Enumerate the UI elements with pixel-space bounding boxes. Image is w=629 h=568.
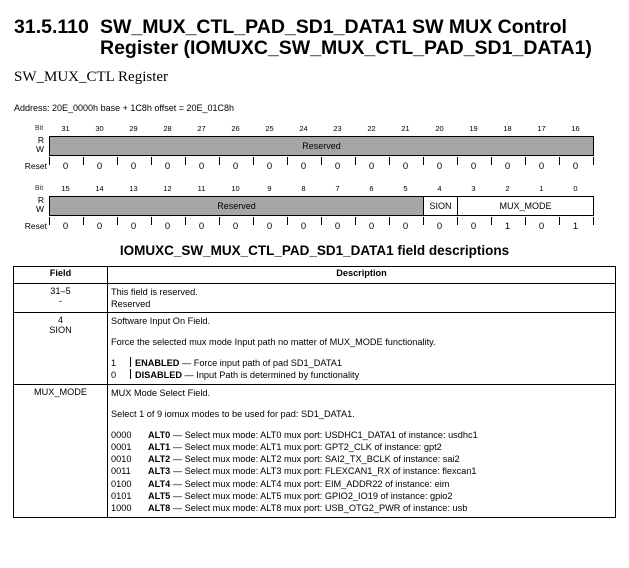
reset-value: 0 [164, 161, 171, 172]
section-title-text: SW_MUX_CTL_PAD_SD1_DATA1 SW MUX Control [100, 16, 567, 38]
bit-number: 31 [61, 124, 70, 133]
bit-divider-tick [83, 157, 84, 165]
bit-divider-tick [49, 217, 50, 225]
bit-divider-tick [117, 217, 118, 225]
bit-divider-tick [117, 157, 118, 165]
reset-value: 0 [62, 161, 69, 172]
bit-divider-tick [321, 217, 322, 225]
reset-value: 0 [266, 161, 273, 172]
reset-value: 0 [402, 161, 409, 172]
reset-value: 0 [62, 221, 69, 232]
field-name: MUX_MODE [33, 386, 88, 397]
description-cell [108, 284, 616, 313]
enum-name: ENABLED [135, 358, 180, 368]
description-text: Software Input On Field. [111, 316, 211, 326]
bit-divider-tick [423, 217, 424, 225]
bit-number: 7 [335, 184, 340, 193]
reset-value: 1 [504, 221, 511, 232]
bit-divider-tick [49, 157, 50, 165]
register-subheading: SW_MUX_CTL Register [14, 69, 169, 85]
bit-number: 3 [471, 184, 476, 193]
reset-value: 0 [300, 221, 307, 232]
enum-value [111, 478, 612, 490]
field-cell [14, 384, 108, 517]
reset-label: Reset [24, 221, 47, 231]
bit-label: Bit [35, 125, 44, 132]
bit-divider-tick [525, 157, 526, 165]
read-label: R [37, 195, 44, 205]
reset-value: 0 [538, 221, 545, 232]
enum-value [111, 502, 612, 514]
field-cell [14, 284, 108, 313]
bit-divider-tick [593, 217, 594, 225]
bit-divider-tick [423, 157, 424, 165]
enum-name: DISABLED [135, 370, 182, 381]
description-text: This field is reserved. [111, 287, 198, 297]
bit-number: 19 [469, 124, 478, 133]
reserved-field-lower: Reserved [49, 196, 424, 216]
bit-divider-tick [185, 217, 186, 225]
bit-number: 6 [369, 184, 374, 193]
reset-value: 0 [198, 161, 205, 172]
field-bits: 4 [57, 315, 64, 325]
bit-number: 14 [95, 184, 104, 193]
bit-number: 17 [537, 124, 546, 133]
enum-value [111, 465, 612, 477]
bit-number: 23 [333, 124, 342, 133]
reset-value: 0 [470, 221, 477, 232]
reset-value: 0 [504, 161, 511, 172]
enum-code: 0010 [111, 454, 132, 465]
bit-divider-tick [491, 217, 492, 225]
enum-value [111, 490, 612, 502]
bit-number: 2 [505, 184, 510, 193]
reset-value: 0 [402, 221, 409, 232]
bit-divider-tick [525, 217, 526, 225]
description-text: Select 1 of 9 iomux modes to be used for pad: SD1_DATA1. [111, 408, 355, 419]
bit-number: 30 [95, 124, 104, 133]
enum-name: ALT2 [148, 454, 171, 465]
reset-value: 0 [232, 221, 239, 232]
description-cell [108, 313, 616, 385]
column-header-field: Field [14, 267, 108, 284]
bit-divider-tick [287, 157, 288, 165]
enum-name: ALT1 [148, 441, 171, 452]
reserved-field-upper: Reserved [49, 136, 594, 156]
enum-code: 1000 [111, 503, 132, 514]
enum-text: — Input Path is determined by functionality [181, 370, 360, 381]
bit-number: 16 [571, 124, 580, 133]
reset-value: 1 [572, 221, 579, 232]
reset-value: 0 [232, 161, 239, 172]
bit-number: 25 [265, 124, 274, 133]
description-cell [108, 384, 616, 517]
bit-number: 26 [231, 124, 240, 133]
section-title-line2: Register (IOMUXC_SW_MUX_CTL_PAD_SD1_DATA1) [100, 37, 592, 59]
bit-divider-tick [355, 217, 356, 225]
bit-number: 8 [301, 184, 306, 193]
reset-value: 0 [538, 161, 545, 172]
reset-value: 0 [436, 221, 443, 232]
reset-value: 0 [130, 221, 137, 232]
bit-divider-tick [253, 157, 254, 165]
table-title: IOMUXC_SW_MUX_CTL_PAD_SD1_DATA1 field descriptions [119, 243, 510, 258]
bit-divider-tick [151, 217, 152, 225]
enum-text: — Force input path of pad SD1_DATA1 [179, 358, 342, 368]
bit-number: 11 [197, 184, 206, 193]
reset-value: 0 [470, 161, 477, 172]
enum-name: ALT3 [148, 466, 171, 477]
bit-divider-tick [355, 157, 356, 165]
reset-value: 0 [334, 161, 341, 172]
reset-value: 0 [436, 161, 443, 172]
reset-value: 0 [96, 161, 103, 172]
bit-divider-tick [457, 157, 458, 165]
bit-divider-tick [559, 217, 560, 225]
enum-text: — Select mux mode: ALT8 mux port: USB_OTG2_PWR of instance: usb [170, 503, 468, 514]
reset-value: 0 [368, 161, 375, 172]
bit-divider-tick [151, 157, 152, 165]
enum-text: — Select mux mode: ALT2 mux port: SAI2_TX_BCLK of instance: sai2 [170, 454, 460, 465]
bit-number: 0 [573, 184, 578, 193]
bit-divider-tick [491, 157, 492, 165]
reset-value: 0 [164, 221, 171, 232]
bit-divider-tick [287, 217, 288, 225]
bit-number: 29 [129, 124, 138, 133]
bit-number: 15 [61, 184, 70, 193]
enum-text: — Select mux mode: ALT4 mux port: EIM_ADDR22 of instance: eim [170, 478, 450, 489]
reset-label: Reset [24, 161, 47, 171]
bit-number: 10 [231, 184, 240, 193]
table-row [14, 284, 616, 313]
write-label: W [35, 204, 44, 214]
bit-number: 27 [197, 124, 206, 133]
bit-number: 21 [401, 124, 410, 133]
enum-code: 0100 [111, 478, 132, 489]
bit-number: 1 [539, 184, 544, 193]
bit-label: Bit [35, 185, 44, 192]
bit-divider-tick [457, 217, 458, 225]
description-text: MUX Mode Select Field. [111, 387, 211, 398]
write-label: W [35, 144, 44, 154]
sion-field: SION [423, 196, 458, 216]
bit-number: 18 [503, 124, 512, 133]
enum-code: 0000 [111, 429, 132, 440]
column-header-description: Description [108, 267, 616, 284]
description-text: Reserved [111, 299, 151, 309]
bit-divider-tick [253, 217, 254, 225]
bit-divider-tick [185, 157, 186, 165]
enum-value [111, 429, 612, 441]
table-row [14, 313, 616, 385]
bit-divider-tick [219, 217, 220, 225]
table-row [14, 384, 616, 517]
reset-value: 0 [266, 221, 273, 232]
enum-text: — Select mux mode: ALT5 mux port: GPIO2_IO19 of instance: gpio2 [170, 491, 453, 502]
bit-number: 13 [129, 184, 138, 193]
bit-divider-tick [83, 217, 84, 225]
bit-number: 9 [267, 184, 272, 193]
bit-number: 4 [437, 184, 442, 193]
enum-code: 0101 [111, 491, 132, 502]
enum-code: 0001 [111, 441, 132, 452]
bit-divider-tick [389, 217, 390, 225]
bit-number: 12 [163, 184, 172, 193]
bit-divider-tick [219, 157, 220, 165]
field-bits: 31–5 [50, 286, 71, 296]
bit-number: 28 [163, 124, 172, 133]
section-title-line1 [14, 17, 567, 38]
enum-code: 1 [111, 358, 117, 368]
mux-mode-field: MUX_MODE [457, 196, 594, 216]
field-cell [14, 313, 108, 385]
enum-name: ALT4 [148, 478, 171, 489]
reset-value: 0 [334, 221, 341, 232]
reset-value: 0 [368, 221, 375, 232]
enum-name: ALT8 [148, 503, 171, 514]
reset-value: 0 [96, 221, 103, 232]
reset-value: 0 [300, 161, 307, 172]
bit-divider-tick [559, 157, 560, 165]
bit-number: 24 [299, 124, 308, 133]
bit-divider-tick [389, 157, 390, 165]
description-text: Force the selected mux mode Input path no matter of MUX_MODE functionality. [111, 337, 436, 347]
enum-text: — Select mux mode: ALT0 mux port: USDHC1_DATA1 of instance: usdhc1 [170, 429, 478, 440]
enum-value [111, 441, 612, 453]
bit-number: 20 [435, 124, 444, 133]
enum-value [111, 369, 612, 381]
bit-number: 5 [403, 184, 408, 193]
reset-value: 0 [198, 221, 205, 232]
enum-name: ALT0 [148, 429, 171, 440]
bit-divider-tick [321, 157, 322, 165]
enum-name: ALT5 [148, 491, 171, 502]
reset-value: 0 [572, 161, 579, 172]
bit-divider-tick [593, 157, 594, 165]
reset-value: 0 [130, 161, 137, 172]
enum-code: 0 [111, 370, 117, 381]
field-name: SION [49, 325, 72, 335]
enum-code: 0011 [111, 466, 131, 477]
enum-value [111, 357, 612, 369]
enum-value [111, 453, 612, 465]
field-descriptions-table [13, 266, 616, 518]
section-number: 31.5.110 [14, 16, 89, 38]
enum-text: — Select mux mode: ALT1 mux port: GPT2_CLK of instance: gpt2 [170, 441, 442, 452]
register-address: Address: 20E_0000h base + 1C8h offset = 20E_01C8h [14, 103, 234, 113]
bit-number: 22 [367, 124, 376, 133]
enum-text: — Select mux mode: ALT3 mux port: FLEXCAN1_RX of instance: flexcan1 [170, 466, 477, 477]
read-label: R [37, 135, 44, 145]
field-name: - [58, 296, 63, 306]
